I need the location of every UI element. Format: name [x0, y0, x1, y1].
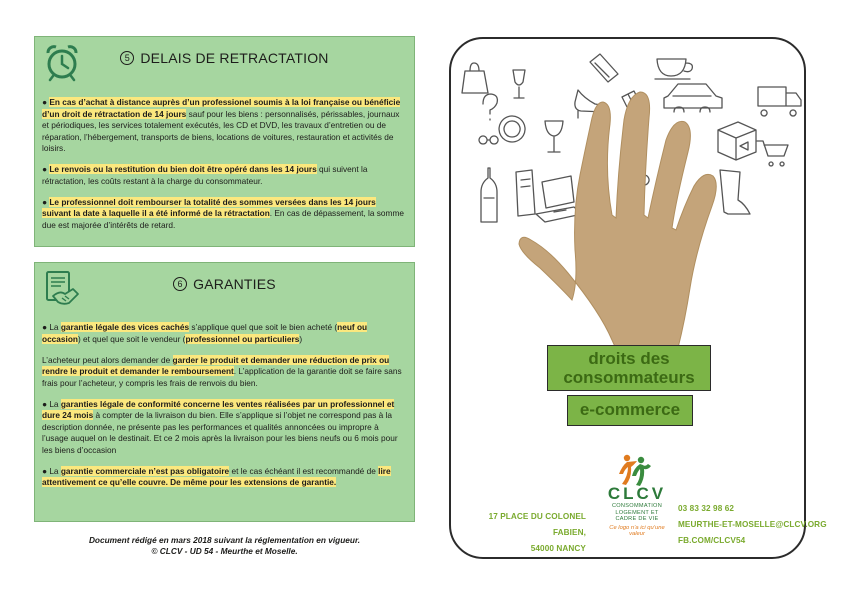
- highlighted-text: garanties légale de conformité concerne les ventes réalisées par un professionnel et dure 24 mois: [42, 398, 395, 420]
- paragraph: [42, 466, 406, 489]
- car-icon: [664, 84, 722, 112]
- body-text: ● La: [42, 322, 61, 332]
- phone-number: 03 83 32 98 62: [678, 504, 735, 513]
- section-title: 6 GARANTIES: [35, 276, 414, 292]
- highlighted-text: garantie légale des vices cachés: [60, 322, 190, 332]
- clcv-logo-figures: [610, 452, 660, 486]
- highlighted-text: garder le produit et demander une réduction de prix ou rendre le produit et demander le remboursement: [42, 354, 390, 376]
- watch-icon: [499, 116, 525, 142]
- section-number: 6: [173, 277, 187, 291]
- email-link[interactable]: MEURTHE-ET-MOSELLE@CLCV.ORG: [678, 520, 827, 529]
- body-text: ● La: [42, 465, 61, 476]
- document-footer: Document rédigé en mars 2018 suivant la réglementation en vigueur. © CLCV - UD 54 - Meurthe et Moselle.: [88, 535, 361, 556]
- glasses-icon: [479, 136, 498, 144]
- smartphone-icon: [590, 54, 618, 82]
- banner-line-2: consommateurs: [563, 368, 695, 387]
- section-number: 5: [120, 51, 134, 65]
- bottle-icon: [481, 168, 497, 222]
- paragraph: [42, 322, 406, 345]
- section-garanties: [34, 262, 415, 522]
- highlighted-text: neuf ou occasion: [42, 322, 368, 344]
- body-text: . L’application de la garantie doit se faire sans frais pour l’acheteur, y compris les frais de renvois du bien.: [42, 366, 402, 388]
- title-banner: [547, 343, 711, 426]
- clcv-logo: CLCV CONSOMMATION LOGEMENT ET CADRE DE VIE Ce logo n’a ici qu’une valeur: [607, 484, 667, 537]
- highlighted-text: Le renvois ou la restitution du bien doit être opéré dans les 14 jours: [49, 164, 317, 174]
- section-title: 5 DELAIS DE RETRACTATION: [35, 50, 414, 66]
- body-text: L’acheteur peut alors demander de: [42, 354, 173, 365]
- truck-icon: [758, 87, 801, 116]
- highlighted-text: lire attentivement ce qu’elle couvre. De même pour les extensions de garantie.: [42, 465, 391, 487]
- body-text: qui suivent la rétractation, les coûts restant à la charge du consommateur.: [42, 164, 368, 186]
- highlighted-text: garantie commerciale n’est pas obligatoire: [60, 465, 230, 476]
- question-icon: [483, 94, 497, 120]
- paragraph: [42, 164, 406, 187]
- body-text: ● La: [42, 398, 61, 409]
- cart-icon: [757, 141, 788, 166]
- body-text: s’applique quel que soit le bien acheté (: [189, 322, 338, 332]
- hand-illustration: [519, 92, 716, 376]
- body-text: ) et quel que soit le vendeur (: [77, 333, 186, 344]
- highlighted-text: En cas d’achat à distance auprès d’un professionel soumis à la loi française ou bénéficie d’un droit de rétractation de 14 jours: [42, 97, 401, 119]
- paragraph: [42, 399, 406, 457]
- highlighted-text: Le professionnel doit rembourser la totalité des sommes versées dans les 14 jours suivant la date à laquelle il a été informé de la rétractation: [42, 196, 376, 218]
- banner-line-3: e-commerce: [579, 400, 681, 419]
- facebook-link[interactable]: FB.COM/CLCV54: [678, 536, 746, 545]
- paragraph: [42, 355, 406, 390]
- highlighted-text: professionnel ou particuliers: [185, 333, 300, 344]
- section-body: [42, 322, 406, 498]
- body-text: ●: [42, 97, 50, 107]
- body-text: ●: [42, 196, 50, 207]
- contact-info: [678, 501, 827, 549]
- body-text: ●: [42, 164, 50, 174]
- paragraph: [42, 97, 406, 155]
- section-retractation: [34, 36, 415, 247]
- body-text: à compter de la livraison du bien. Elle s’applique si l’objet ne correspond pas à la description donnée, ne présente pas les performances et qualités annoncées ou impropre à l’usage auquel on le destinait. Et ce 2 mois après la livraison pour les biens neufs ou 6 mois pour les biens d’occasion: [42, 410, 398, 455]
- body-text: ): [299, 333, 303, 344]
- computer-tower-icon: [516, 170, 535, 216]
- bag-icon: [462, 63, 488, 93]
- paragraph: [42, 197, 406, 232]
- champagne-icon: [545, 121, 563, 152]
- cup-icon: [655, 59, 692, 79]
- body-text: sauf pour les biens : personnalisés, périssables, journaux et périodiques, les services totalement exécutés, les CD et DVD, les travaux d’entretien ou de réparation, l’hébergement, transports de biens, locations de voitures, restauration et activités de loisirs.: [42, 108, 400, 153]
- section-body: [42, 97, 406, 241]
- boot-icon: [720, 170, 750, 214]
- box-icon: [718, 122, 756, 160]
- wine-glass-icon: [513, 70, 525, 98]
- banner-line-1: droits des: [588, 349, 670, 368]
- body-text: et le cas échéant il est recommandé de: [229, 465, 379, 476]
- body-text: . En cas de dépassement, la somme due est majorée d’intérêts de retard.: [42, 208, 404, 230]
- address: 17 PLACE DU COLONEL FABIEN, 54000 NANCY: [488, 512, 586, 553]
